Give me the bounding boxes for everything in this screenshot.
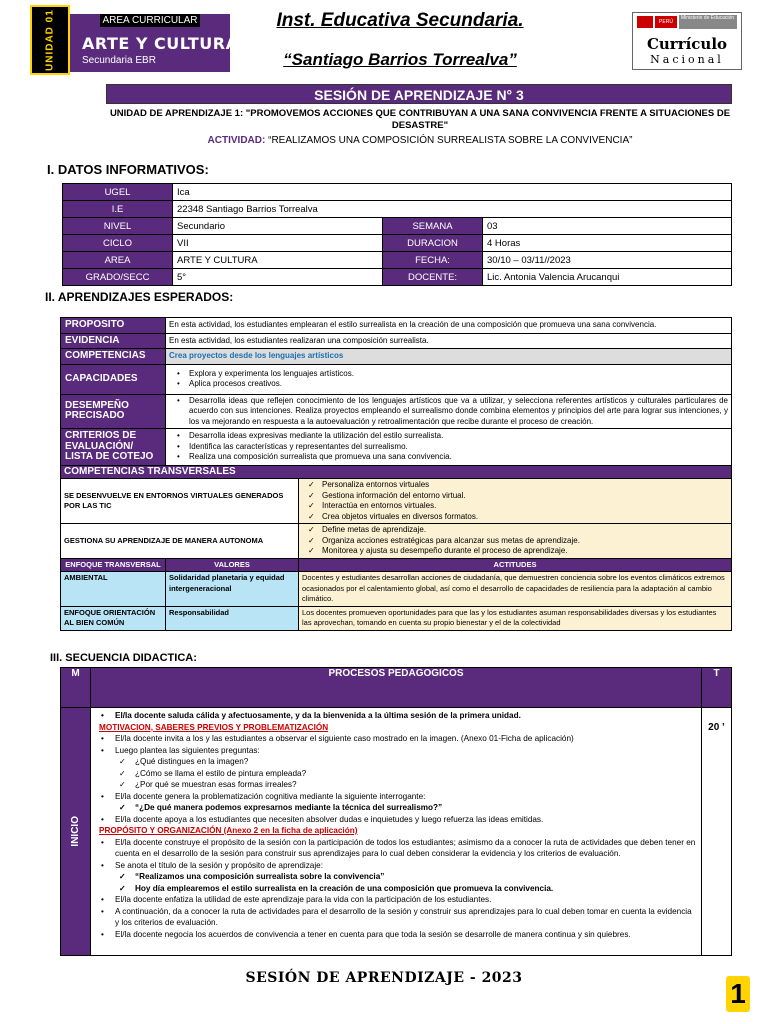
list-item: ✓ Organiza acciones estratégicas para alcanzar sus metas de aprendizaje. bbox=[302, 536, 728, 547]
transversales-label: COMPETENCIAS TRANSVERSALES bbox=[61, 465, 732, 479]
evidencia-value: En esta actividad, los estudiantes realizaran una composición surrealista. bbox=[166, 333, 732, 349]
section-secuencia-title: III. SECUENCIA DIDACTICA: bbox=[50, 652, 197, 664]
actitudes-header: ACTITUDES bbox=[299, 558, 732, 572]
procesos-line: PROPÓSITO Y ORGANIZACIÓN (Anexo 2 en la ficha de aplicación) bbox=[99, 826, 358, 835]
page-number: 1 bbox=[726, 976, 750, 1012]
procesos-line: ✓ “¿De qué manera podemos expresarnos mediante la técnica del surrealismo?” bbox=[95, 802, 697, 814]
procesos-line: • El/la docente invita a los y las estudiantes a observar el siguiente caso mostrado en la imagen. (Anexo 01-Ficha de aplicación) bbox=[95, 733, 697, 745]
procesos-line: ✓ “Realizamos una composición surrealista sobre la convivencia” bbox=[95, 871, 697, 883]
nivel-label: NIVEL bbox=[63, 218, 173, 235]
actividad-text: “REALIZAMOS UNA COMPOSICIÓN SURREALISTA SOBRE LA CONVIVENCIA” bbox=[268, 135, 633, 146]
tic-list bbox=[302, 480, 728, 522]
proposito-label: PROPOSITO bbox=[61, 318, 166, 334]
autonoma-list bbox=[302, 525, 728, 557]
fecha-label: FECHA: bbox=[383, 252, 483, 269]
logo-subtitle: Nacional bbox=[650, 53, 724, 66]
semana-value: 03 bbox=[483, 218, 732, 235]
actividad-label: ACTIVIDAD: bbox=[207, 135, 266, 146]
phase-label: INICIO bbox=[70, 816, 81, 847]
tic-cell bbox=[299, 479, 732, 524]
bien-comun-valor: Responsabilidad bbox=[166, 606, 299, 630]
duracion-value: 4 Horas bbox=[483, 235, 732, 252]
list-item: ✓ Personaliza entornos virtuales bbox=[302, 480, 728, 491]
section-datos-title: I. DATOS INFORMATIVOS: bbox=[47, 162, 209, 177]
list-item: ✓ Define metas de aprendizaje. bbox=[302, 525, 728, 536]
autonoma-cell bbox=[299, 524, 732, 559]
list-item: • Desarrolla ideas expresivas mediante la utilización del estilo surrealista. bbox=[169, 431, 728, 442]
evidencia-label: EVIDENCIA bbox=[61, 333, 166, 349]
ambiental-label: AMBIENTAL bbox=[61, 572, 166, 607]
section-aprendizajes-title: II. APRENDIZAJES ESPERADOS: bbox=[45, 290, 234, 304]
ministry-label: Ministerio de Educación bbox=[679, 15, 737, 29]
ambiental-valor: Solidaridad planetaria y equidad intergeneracional bbox=[166, 572, 299, 607]
ugel-value: Ica bbox=[173, 184, 732, 201]
time-value: 20 ’ bbox=[702, 708, 732, 956]
capacidades-list bbox=[169, 369, 728, 390]
footer-title: SESIÓN DE APRENDIZAJE - 2023 bbox=[245, 970, 523, 986]
col-procesos-header: PROCESOS PEDAGOGICOS bbox=[91, 668, 702, 708]
list-item: ✓ Monitorea y ajusta su desempeño durante el proceso de aprendizaje. bbox=[302, 546, 728, 557]
aprendizajes-table bbox=[60, 317, 732, 631]
procesos-line: • El/la docente saluda cálida y afectuosamente, y da la bienvenida a la última sesión de la primera unidad. bbox=[95, 710, 697, 722]
school-name-line2: “Santiago Barrios Torrealva” bbox=[283, 50, 517, 69]
area-sub-label: Secundaria EBR bbox=[82, 55, 156, 66]
procesos-line: • A continuación, da a conocer la ruta de actividades para el desarrollo de la sesión y construir sus aprendizajes para lo cual deben tomar en cuenta la evidencia y los criterios de evaluación. bbox=[95, 906, 697, 929]
procesos-line: • El/la docente genera la problematización cognitiva mediante la siguiente interrogante: bbox=[95, 791, 697, 803]
ie-label: I.E bbox=[63, 201, 173, 218]
fecha-value: 30/10 – 03/11//2023 bbox=[483, 252, 732, 269]
procesos-line: • El/la docente enfatiza la utilidad de este aprendizaje para la vida con la participación de los estudiantes. bbox=[95, 894, 697, 906]
criterios-cell bbox=[166, 429, 732, 466]
competencias-value: Crea proyectos desde los lenguajes artísticos bbox=[166, 349, 732, 365]
criterios-list bbox=[169, 431, 728, 463]
procesos-line: ✓ ¿Por qué se muestran esas formas irreales? bbox=[95, 779, 697, 791]
tic-label: SE DESENVUELVE EN ENTORNOS VIRTUALES GENERADOS POR LAS TIC bbox=[61, 479, 299, 524]
school-name-line1: Inst. Educativa Secundaria. bbox=[276, 10, 524, 31]
proposito-value: En esta actividad, los estudiantes emplearan el estilo surrealista en la creación de una composición que promueva una sana convivencia. bbox=[166, 318, 732, 334]
list-item: • Identifica las características y representantes del surrealismo. bbox=[169, 442, 728, 453]
ciclo-value: VII bbox=[173, 235, 383, 252]
list-item: ✓ Crea objetos virtuales en diversos formatos. bbox=[302, 512, 728, 523]
procesos-line: • El/la docente construye el propósito de la sesión con la participación de todos los estudiantes; asimismo da a conocer la ruta de actividades que deben tener en cuenta en el desarrollo de la sesión para construir sus aprendizajes para lo cual deben considerar la evidencia y los criterios de evaluación. bbox=[95, 837, 697, 860]
area-main-label: ARTE Y CULTURA bbox=[82, 34, 239, 53]
list-item: • Explora y experimenta los lenguajes artísticos. bbox=[169, 369, 728, 380]
col-m-header: M bbox=[61, 668, 91, 708]
desempeno-label: DESEMPEÑO PRECISADO bbox=[61, 394, 166, 429]
area-value: ARTE Y CULTURA bbox=[173, 252, 383, 269]
grado-label: GRADO/SECC bbox=[63, 269, 173, 286]
semana-label: SEMANA bbox=[383, 218, 483, 235]
curriculo-nacional-logo bbox=[632, 12, 742, 70]
ciclo-label: CICLO bbox=[63, 235, 173, 252]
actividad-line bbox=[100, 135, 740, 146]
grado-value: 5° bbox=[173, 269, 383, 286]
ambiental-actitud: Docentes y estudiantes desarrollan acciones de ciudadanía, que demuestren conciencia sobre los eventos climáticos extremos ocasionados por el calentamiento global, así como el desarrollo de capacidades de resiliencia para la adaptación al cambio climático. bbox=[299, 572, 732, 607]
peru-label: PERÚ bbox=[655, 16, 677, 28]
valores-header: VALORES bbox=[166, 558, 299, 572]
ie-value: 22348 Santiago Barrios Torrealva bbox=[173, 201, 732, 218]
datos-table bbox=[62, 183, 732, 286]
procesos-line: MOTIVACION, SABERES PREVIOS Y PROBLEMATIZACIÓN bbox=[99, 722, 329, 732]
bien-comun-label: ENFOQUE ORIENTACIÓN AL BIEN COMÚN bbox=[61, 606, 166, 630]
nivel-value: Secundario bbox=[173, 218, 383, 235]
session-title: SESIÓN DE APRENDIZAJE N° 3 bbox=[106, 84, 732, 104]
logo-title: Currículo bbox=[646, 35, 728, 53]
list-item: ✓ Interactúa en entornos virtuales. bbox=[302, 501, 728, 512]
list-item: • Realiza una composición surrealista que promueva una sana convivencia. bbox=[169, 452, 728, 463]
autonoma-label: GESTIONA SU APRENDIZAJE DE MANERA AUTONOMA bbox=[61, 524, 299, 559]
procesos-line: • Se anota el título de la sesión y propósito de aprendizaje: bbox=[95, 860, 697, 872]
procesos-line: • Luego plantea las siguientes preguntas: bbox=[95, 745, 697, 757]
col-t-header: T bbox=[702, 668, 732, 708]
duracion-label: DURACION bbox=[383, 235, 483, 252]
flag-icon bbox=[637, 16, 653, 28]
area-top-label: AREA CURRICULAR bbox=[100, 14, 200, 27]
ugel-label: UGEL bbox=[63, 184, 173, 201]
capacidades-label: CAPACIDADES bbox=[61, 364, 166, 394]
competencias-label: COMPETENCIAS bbox=[61, 349, 166, 365]
procesos-line: • El/la docente apoya a los estudiantes que necesiten absolver dudas e inquietudes y luego refuerza las ideas emitidas. bbox=[95, 814, 697, 826]
unit-badge: UNIDAD 01 bbox=[30, 5, 70, 75]
procesos-line: ✓ Hoy día emplearemos el estilo surrealista en la creación de una composición que promueva la convivencia. bbox=[95, 883, 697, 895]
procesos-body bbox=[91, 708, 702, 956]
inicio-cell bbox=[61, 708, 91, 956]
procesos-line: • El/la docente negocia los acuerdos de convivencia a tener en cuenta para que toda la sesión se desarrolle de manera continua y sin quiebres. bbox=[95, 929, 697, 941]
procesos-line: ✓ ¿Cómo se llama el estilo de pintura empleada? bbox=[95, 768, 697, 780]
list-item: • Aplica procesos creativos. bbox=[169, 379, 728, 390]
enfoque-header: ENFOQUE TRANSVERSAL bbox=[61, 558, 166, 572]
list-item: ✓ Gestiona información del entorno virtual. bbox=[302, 491, 728, 502]
capacidades-cell bbox=[166, 364, 732, 394]
secuencia-table bbox=[60, 667, 732, 956]
unidad-title: UNIDAD DE APRENDIZAJE 1: "PROMOVEMOS ACCIONES QUE CONTRIBUYAN A UNA SANA CONVIVENCIA FRENTE A SITUACIONES DE DESASTRE" bbox=[109, 108, 731, 131]
criterios-label: CRITERIOS DE EVALUACIÓN/ LISTA DE COTEJO bbox=[61, 429, 166, 466]
procesos-line: ✓ ¿Qué distingues en la imagen? bbox=[95, 756, 697, 768]
area-label: AREA bbox=[63, 252, 173, 269]
desempeno-value: • Desarrolla ideas que reflejen conocimiento de los lenguajes artísticos que va a utilizar, y selecciona referentes artísticos y culturales particulares de acuerdo con sus intenciones. Realiza proyectos empleando el surrealismo donde combina elementos y principios del arte para lograr sus intenciones, y los va mejorando en respuesta a la autoevaluación y retroalimentación que recibe durante el proceso de creación. bbox=[169, 396, 728, 428]
docente-label: DOCENTE: bbox=[383, 269, 483, 286]
docente-value: Lic. Antonia Valencia Arucanqui bbox=[483, 269, 732, 286]
desempeno-cell bbox=[166, 394, 732, 429]
bien-comun-actitud: Los docentes promueven oportunidades para que las y los estudiantes asuman responsabilidades diversas y los estudiantes las aprovechan, tomando en cuenta su propio bienestar y el de la colectividad bbox=[299, 606, 732, 630]
